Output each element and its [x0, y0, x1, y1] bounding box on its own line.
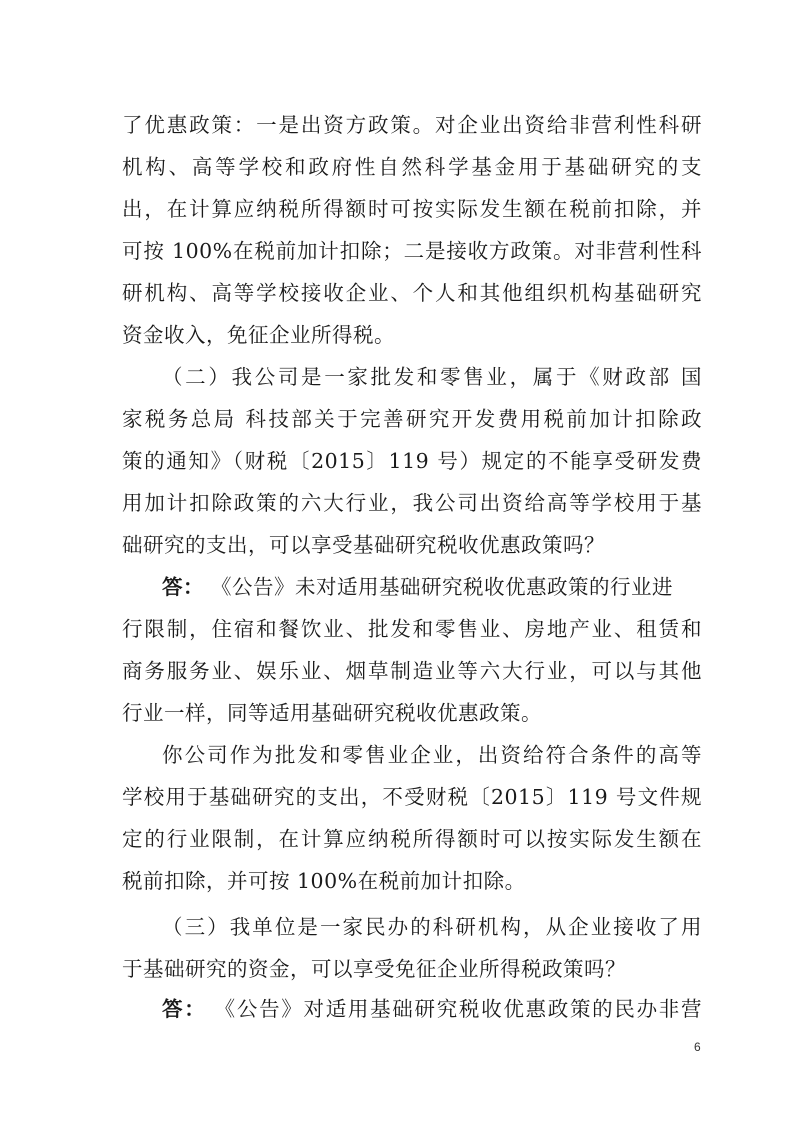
text-line: 用加计扣除政策的六大行业，我公司出资给高等学校用于基	[122, 491, 702, 515]
question-heading: （二）我公司是一家批发和零售业，属于《财政部 国	[162, 365, 702, 389]
text-line: 资金收入，免征企业所得税。	[122, 323, 395, 347]
text-line: 机构、高等学校和政府性自然科学基金用于基础研究的支	[122, 155, 702, 179]
answer-label: 答：	[162, 575, 204, 599]
question-heading: （三）我单位是一家民办的科研机构，从企业接收了用	[162, 915, 702, 939]
text-line: 可按 100%在税前加计扣除；二是接收方政策。对非营利性科	[122, 239, 702, 263]
text-line: 行业一样，同等适用基础研究税收优惠政策。	[122, 701, 542, 725]
answer-text: 《公告》对适用基础研究税收优惠政策的民办非营	[214, 997, 703, 1021]
answer-label: 答：	[162, 997, 207, 1021]
text-line: 出，在计算应纳税所得额时可按实际发生额在税前扣除，并	[122, 197, 702, 221]
text-line: 税前扣除，并可按 100%在税前加计扣除。	[122, 869, 526, 893]
text-line: 于基础研究的资金，可以享受免征企业所得税政策吗？	[122, 957, 626, 981]
answer-line	[162, 572, 702, 602]
text-line: 行限制，住宿和餐饮业、批发和零售业、房地产业、租赁和	[122, 617, 702, 641]
text-line: 研机构、高等学校接收企业、个人和其他组织机构基础研究	[122, 281, 702, 305]
text-line: 商务服务业、娱乐业、烟草制造业等六大行业，可以与其他	[122, 659, 702, 683]
text-line: 学校用于基础研究的支出，不受财税〔2015〕119 号文件规	[122, 785, 702, 809]
page-number: 6	[694, 1040, 701, 1054]
text-line: 定的行业限制，在计算应纳税所得额时可以按实际发生额在	[122, 827, 702, 851]
answer-line	[162, 994, 702, 1024]
text-line: 家税务总局 科技部关于完善研究开发费用税前加计扣除政	[122, 407, 702, 431]
answer-text: 《公告》未对适用基础研究税收优惠政策的行业进	[211, 575, 674, 599]
text-line: 你公司作为批发和零售业企业，出资给符合条件的高等	[162, 743, 702, 767]
text-line: 了优惠政策：一是出资方政策。对企业出资给非营利性科研	[122, 113, 702, 137]
text-line: 策的通知》（财税〔2015〕119 号）规定的不能享受研发费	[122, 449, 702, 473]
text-line: 础研究的支出，可以享受基础研究税收优惠政策吗？	[122, 533, 605, 557]
